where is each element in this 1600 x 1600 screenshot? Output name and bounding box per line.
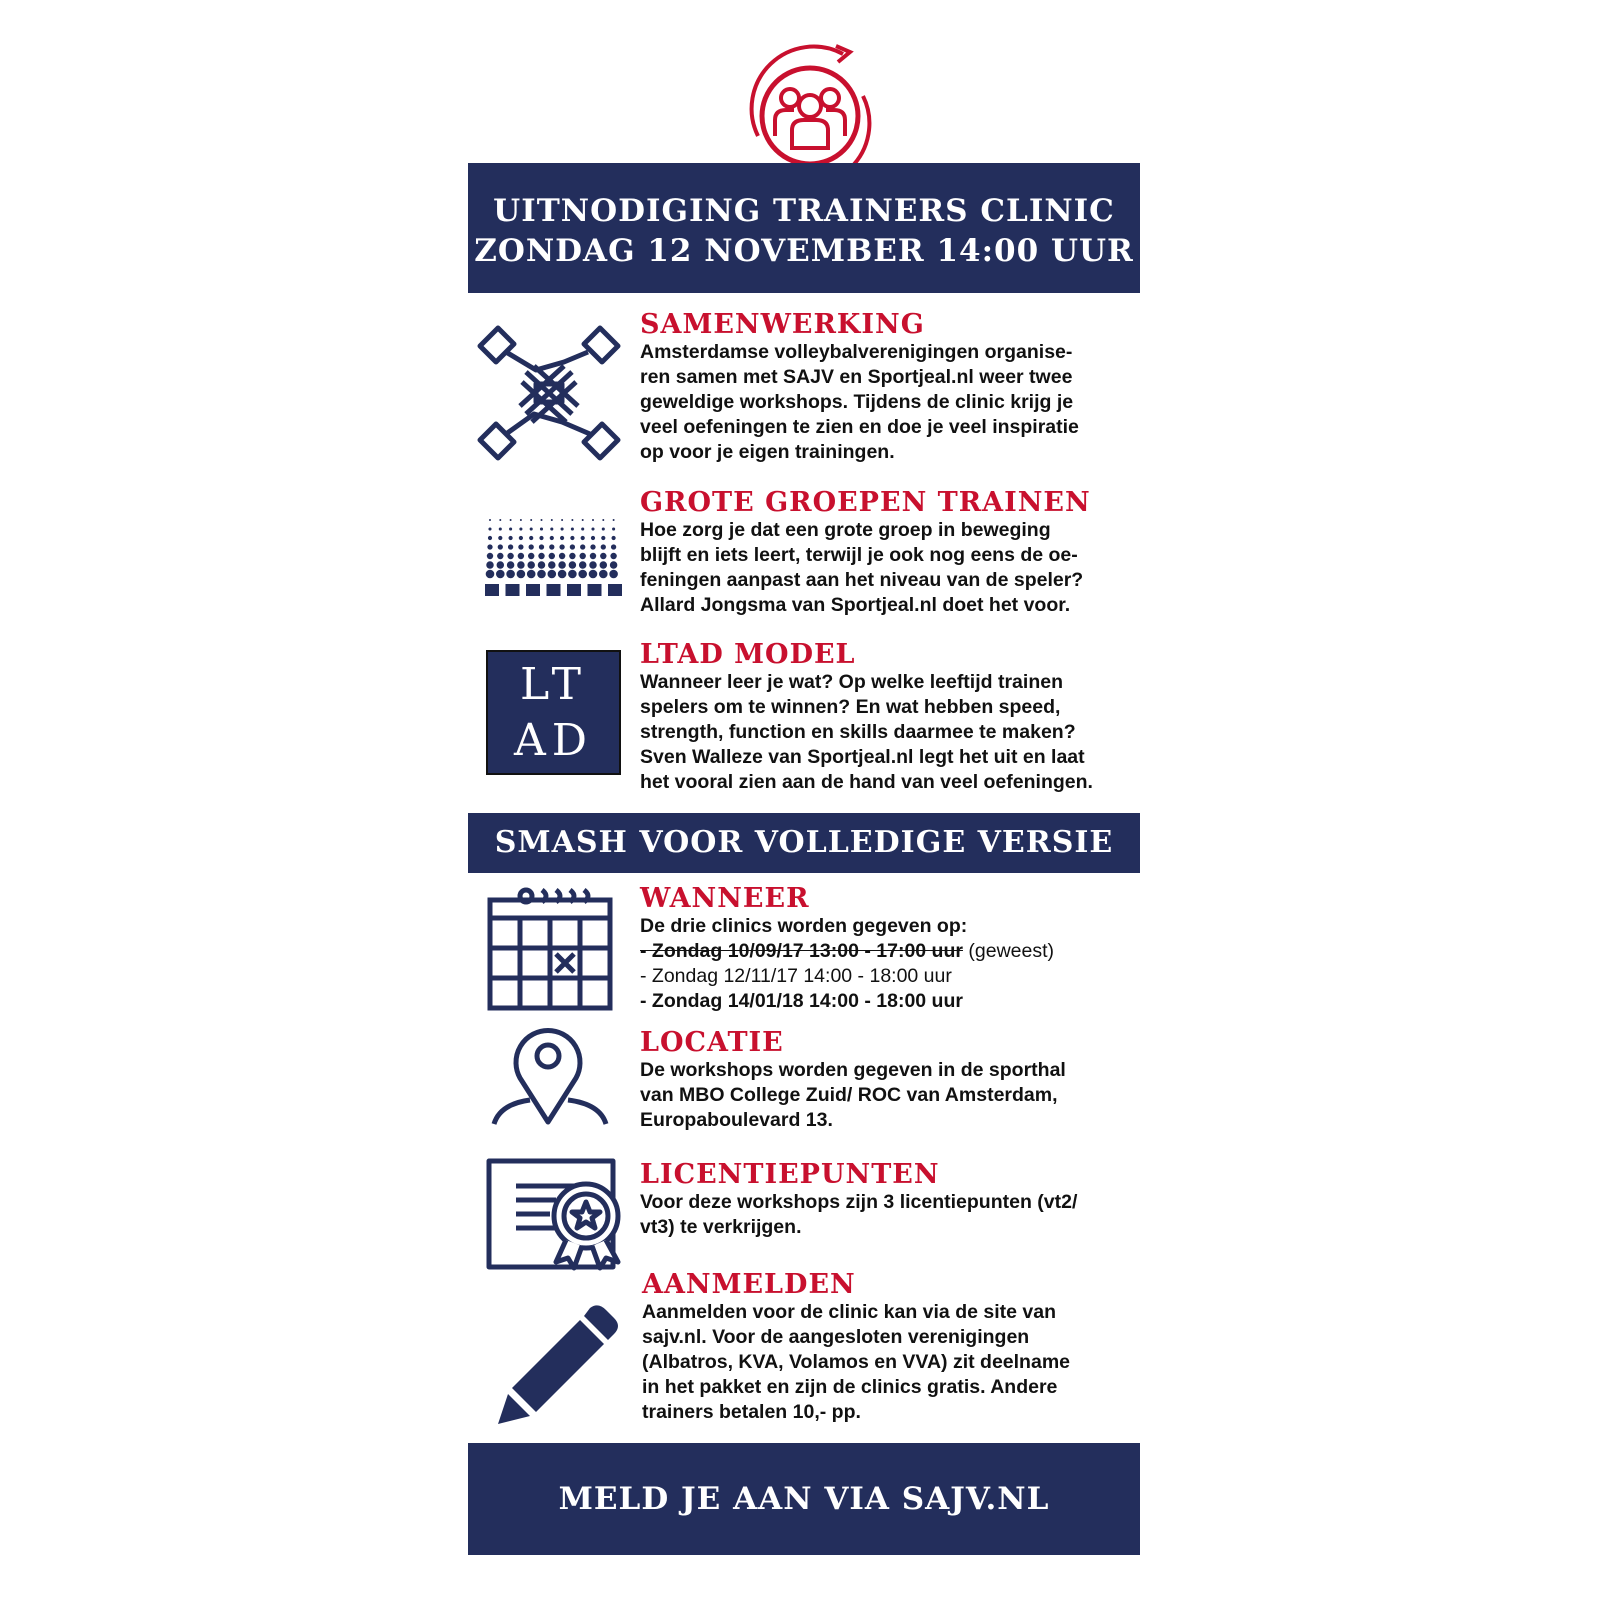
- section-body-locatie: [640, 1058, 1066, 1133]
- section-title-ltad: LTAD MODEL: [640, 639, 856, 670]
- text-line: Hoe zorg je dat een grote groep in beweging: [640, 519, 1051, 541]
- section-body-wanneer: [640, 914, 1054, 1014]
- text-line: strength, function en skills daarmee te maken?: [640, 721, 1076, 743]
- text-line: sajv.nl. Voor de aangesloten verenigingen: [642, 1326, 1030, 1348]
- footer-cta-text: MELD JE AAN VIA SAJV.NL: [558, 1481, 1050, 1517]
- text-line: - Zondag 14/01/18 14:00 - 18:00 uur: [640, 990, 963, 1012]
- section-body-samenwerking: [640, 340, 1079, 465]
- section-title-aanmelden: AANMELDEN: [642, 1269, 856, 1300]
- text-line: trainers betalen 10,- pp.: [642, 1401, 861, 1423]
- pencil-icon: [496, 1302, 626, 1426]
- ltad-icon: [486, 650, 621, 775]
- text-line: Amsterdamse volleybalverenigingen organise-: [640, 341, 1073, 363]
- calendar-icon: [486, 886, 616, 1014]
- location-pin-icon: [490, 1024, 610, 1128]
- section-title-samenwerking: SAMENWERKING: [640, 309, 925, 340]
- text-line: blijft en iets leert, terwijl je ook nog eens de oe-: [640, 544, 1078, 566]
- text-line: van MBO College Zuid/ ROC van Amsterdam,: [640, 1084, 1058, 1106]
- text-line: Voor deze workshops zijn 3 licentiepunten (vt2/: [640, 1191, 1078, 1213]
- section-body-ltad: [640, 670, 1093, 795]
- section-title-wanneer: WANNEER: [640, 883, 810, 914]
- section-title-locatie: LOCATIE: [640, 1027, 784, 1058]
- text-line: Wanneer leer je wat? Op welke leeftijd trainen: [640, 671, 1063, 693]
- footer-cta-banner: [468, 1443, 1140, 1555]
- header-title-line2: ZONDAG 12 NOVEMBER 14:00 UUR: [474, 233, 1134, 269]
- text-line: feningen aanpast aan het niveau van de speler?: [640, 569, 1084, 591]
- text-line: - Zondag 12/11/17 14:00 - 18:00 uur: [640, 965, 952, 987]
- smash-banner: [468, 813, 1140, 873]
- past-date-line: [640, 939, 1054, 964]
- text-line: De drie clinics worden gegeven op:: [640, 915, 968, 937]
- section-title-grote-groepen: GROTE GROEPEN TRAINEN: [640, 487, 1091, 518]
- text-line: Sven Walleze van Sportjeal.nl legt het uit en laat: [640, 746, 1085, 768]
- text-line: Allard Jongsma van Sportjeal.nl doet het voor.: [640, 594, 1071, 616]
- certificate-icon: [486, 1158, 626, 1272]
- text-line: Europaboulevard 13.: [640, 1109, 833, 1131]
- past-date-note: (geweest): [962, 940, 1055, 962]
- text-line: De workshops worden gegeven in de sporthal: [640, 1059, 1066, 1081]
- header-banner: [468, 163, 1140, 293]
- header-title-line1: UITNODIGING TRAINERS CLINIC: [493, 193, 1115, 229]
- ltad-icon-text-bottom: AD: [513, 715, 594, 766]
- text-line: in het pakket en zijn de clinics gratis. Andere: [642, 1376, 1058, 1398]
- text-line: vt3) te verkrijgen.: [640, 1216, 802, 1238]
- section-body-licentiepunten: [640, 1190, 1077, 1240]
- text-line: Aanmelden voor de clinic kan via de site van: [642, 1301, 1056, 1323]
- section-title-licentiepunten: LICENTIEPUNTEN: [640, 1159, 940, 1190]
- text-line: op voor je eigen trainingen.: [640, 441, 895, 463]
- crowd-icon: [484, 516, 624, 598]
- ltad-icon-text-top: LT: [520, 659, 587, 710]
- past-date-struck: - Zondag 10/09/17 13:00 - 17:00 uur: [640, 940, 963, 962]
- text-line: het vooral zien aan de hand van veel oefeningen.: [640, 771, 1093, 793]
- section-body-grote-groepen: [640, 518, 1083, 618]
- handshake-icon: [476, 322, 622, 464]
- text-line: veel oefeningen te zien en doe je veel inspiratie: [640, 416, 1079, 438]
- smash-banner-text: SMASH VOOR VOLLEDIGE VERSIE: [494, 825, 1114, 860]
- text-line: geweldige workshops. Tijdens de clinic krijg je: [640, 391, 1074, 413]
- text-line: spelers om te winnen? En wat hebben speed,: [640, 696, 1061, 718]
- text-line: (Albatros, KVA, Volamos en VVA) zit deelname: [642, 1351, 1071, 1373]
- section-body-aanmelden: [642, 1300, 1070, 1425]
- text-line: ren samen met SAJV en Sportjeal.nl weer twee: [640, 366, 1073, 388]
